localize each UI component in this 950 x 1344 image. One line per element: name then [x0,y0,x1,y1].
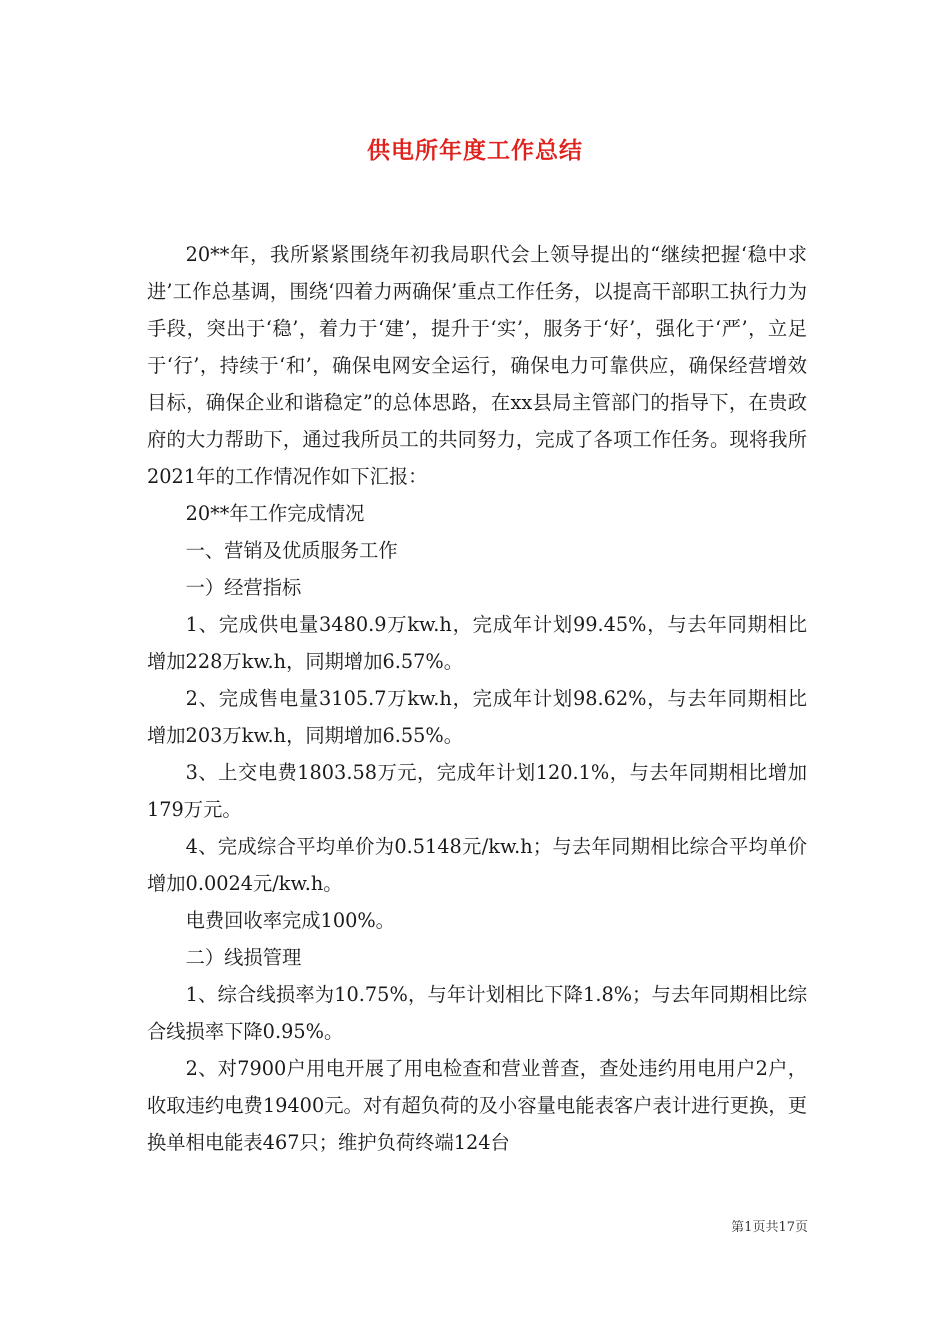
paragraph: 电费回收率完成100%。 [185,909,395,932]
list-item: 2、完成售电量3105.7万kw.h，完成年计划98.62%，与去年同期相比增加203万kw.h，同期增加6.55%。 [147,687,807,747]
list-item: 2、对7900户用电开展了用电检查和营业普查，查处违约用电用户2户，收取违约电费19400元。对有超负荷的及小容量电能表客户表计进行更换，更换单相电能表467只；维护负荷终端124台 [147,1057,807,1154]
document-title: 供电所年度工作总结 [367,138,583,164]
list-item: 1、综合线损率为10.75%，与年计划相比下降1.8%；与去年同期相比综合线损率下降0.95%。 [147,983,807,1043]
section-heading: 20**年工作完成情况 [185,502,365,525]
document-body [147,236,807,1161]
list-item: 4、完成综合平均单价为0.5148元/kw.h；与去年同期相比综合平均单价增加0.0024元/kw.h。 [147,835,807,895]
subsection-heading: 一）经营指标 [185,576,302,599]
intro-paragraph: 20**年，我所紧紧围绕年初我局职代会上领导提出的“继续把握‘稳中求进’工作总基调，围绕‘四着力两确保’重点工作任务，以提高干部职工执行力为手段，突出于‘稳’，着力于‘建’，提升于‘实’，服务于‘好’，强化于‘严’，立足于‘行’，持续于‘和’，确保电网安全运行，确保电力可靠供应，确保经营增效目标，确保企业和谐稳定”的总体思路，在xx县局主管部门的指导下，在贵政府的大力帮助下，通过我所员工的共同努力，完成了各项工作任务。现将我所2021年的工作情况作如下汇报： [147,243,807,488]
page-indicator: 第1页共17页 [731,1220,808,1235]
subsection-heading: 二）线损管理 [185,946,302,969]
section-heading: 一、营销及优质服务工作 [185,539,398,562]
list-item: 3、上交电费1803.58万元，完成年计划120.1%，与去年同期相比增加179万元。 [147,761,807,821]
list-item: 1、完成供电量3480.9万kw.h，完成年计划99.45%，与去年同期相比增加228万kw.h，同期增加6.57%。 [147,613,807,673]
